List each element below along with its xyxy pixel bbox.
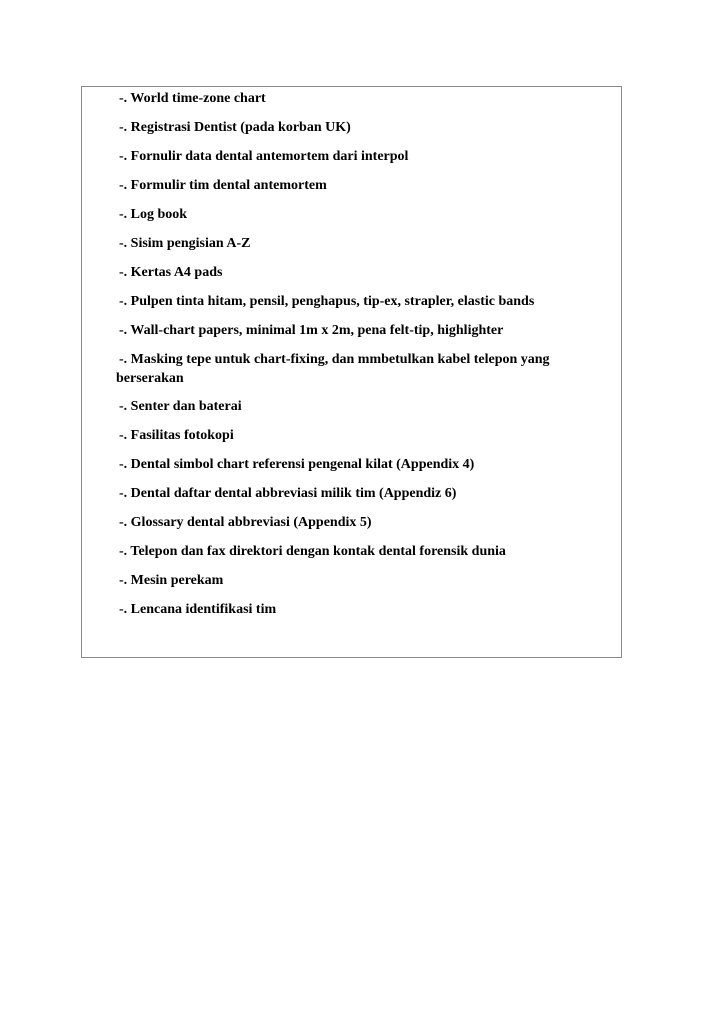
list-item xyxy=(116,350,609,388)
list-item: -. Mesin perekam xyxy=(119,573,224,588)
list-item: -. Lencana identifikasi tim xyxy=(119,602,277,617)
list-item: -. Dental daftar dental abbreviasi milik tim (Appendiz 6) xyxy=(119,486,457,501)
list-item: -. Pulpen tinta hitam, pensil, penghapus, tip-ex, strapler, elastic bands xyxy=(119,294,535,309)
checklist-box xyxy=(81,86,622,658)
list-item: -. Senter dan baterai xyxy=(119,399,242,414)
list-item-line: berserakan xyxy=(116,371,184,386)
list-item: -. Fasilitas fotokopi xyxy=(119,428,234,443)
list-item: -. Glossary dental abbreviasi (Appendix 5) xyxy=(119,515,372,530)
list-item: -. Telepon dan fax direktori dengan kontak dental forensik dunia xyxy=(119,544,506,559)
list-item: -. Sisim pengisian A-Z xyxy=(119,236,251,251)
list-item: -. Log book xyxy=(119,207,188,222)
list-item: -. Fornulir data dental antemortem dari interpol xyxy=(119,149,409,164)
list-item: -. Registrasi Dentist (pada korban UK) xyxy=(119,120,351,135)
list-item: -. Kertas A4 pads xyxy=(119,265,223,280)
list-item: -. Formulir tim dental antemortem xyxy=(119,178,327,193)
list-item-line: -. Masking tepe untuk chart-fixing, dan mmbetulkan kabel telepon yang xyxy=(119,352,550,367)
list-item: -. World time-zone chart xyxy=(119,91,266,106)
list-item: -. Wall-chart papers, minimal 1m x 2m, pena felt-tip, highlighter xyxy=(119,323,504,338)
list-item: -. Dental simbol chart referensi pengenal kilat (Appendix 4) xyxy=(119,457,475,472)
